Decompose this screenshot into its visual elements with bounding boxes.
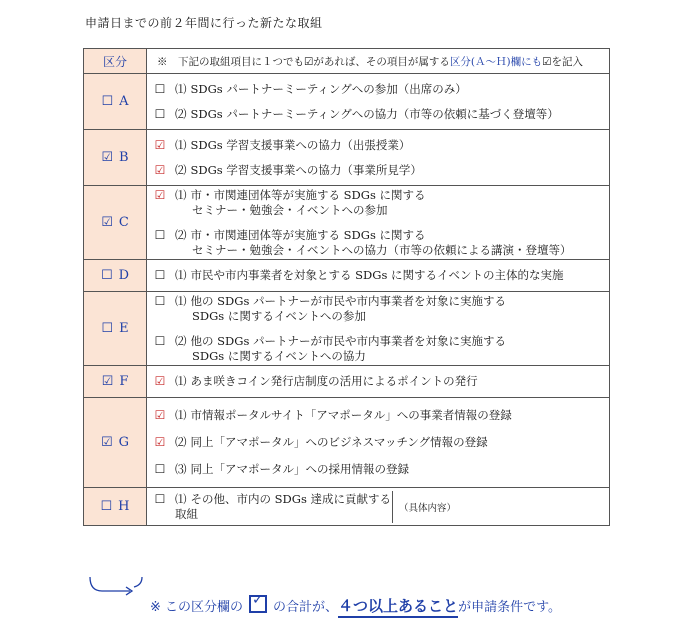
item-number: ⑴: [175, 268, 187, 282]
unchecked-box-icon[interactable]: ☐: [154, 81, 166, 96]
footnote-text-3: が申請条件です。: [458, 600, 562, 615]
items-cell: [147, 130, 610, 186]
unchecked-box-icon[interactable]: ☐: [154, 462, 166, 476]
unchecked-box-icon[interactable]: ☐: [154, 106, 166, 121]
item-number: ⑴: [175, 137, 187, 152]
checked-box-icon[interactable]: ☑: [154, 187, 166, 202]
item-text: 市民や市内事業者を対象とする SDGs に関するイベントの主体的な実施: [190, 268, 564, 282]
item-text: SDGs パートナーミーティングへの協力（市等の依頼に基づく登壇等）: [190, 106, 559, 121]
checklist-item[interactable]: [153, 435, 609, 450]
item-text: SDGs 学習支援事業への協力（出張授業）: [190, 137, 411, 152]
note-text-1: ※ 下記の取組項目に１つでも: [157, 55, 304, 68]
items-cell: [147, 398, 610, 488]
footnote: [150, 593, 561, 616]
category-row-f: [84, 366, 610, 398]
checklist-item[interactable]: [153, 462, 609, 477]
table-header: [84, 49, 610, 74]
checkbox-icon: ☑: [304, 55, 314, 68]
category-cell[interactable]: [84, 398, 147, 488]
category-row-h: [84, 488, 610, 526]
category-label: D: [118, 268, 130, 283]
category-row-d: [84, 260, 610, 292]
checked-box-icon[interactable]: ☑: [154, 408, 166, 422]
category-label: C: [118, 215, 129, 230]
unchecked-box-icon[interactable]: ☐: [101, 94, 114, 109]
checked-box-icon[interactable]: ☑: [154, 435, 166, 449]
checklist-item[interactable]: [153, 408, 609, 423]
item-number: ⑶: [175, 462, 187, 476]
category-label: H: [118, 499, 130, 514]
category-row-c: [84, 186, 610, 260]
items-cell: [147, 292, 610, 366]
category-label: G: [118, 435, 130, 450]
item-text: あま咲きコイン発行店制度の活用によるポイントの発行: [190, 374, 478, 388]
item-text: 市情報ポータルサイト「アマポータル」への事業者情報の登録: [190, 408, 512, 422]
items-cell: [147, 366, 610, 398]
checklist-item[interactable]: [153, 492, 391, 522]
unchecked-box-icon[interactable]: ☐: [100, 499, 113, 514]
category-cell[interactable]: [84, 74, 147, 130]
header-note: [147, 49, 610, 74]
category-cell[interactable]: [84, 186, 147, 260]
checklist-item[interactable]: [153, 82, 609, 97]
item-text: SDGs 学習支援事業への協力（事業所見学）: [190, 162, 422, 177]
note-text-3: を記入: [551, 55, 584, 68]
unchecked-box-icon[interactable]: ☐: [154, 293, 166, 308]
checkbox-icon: [249, 595, 267, 613]
item-number: ⑴: [175, 81, 187, 96]
footnote-text-1: ※ この区分欄の: [150, 600, 244, 615]
category-row-a: [84, 74, 610, 130]
item-number: ⑵: [175, 333, 187, 348]
footnote-emphasis: ４つ以上あること: [338, 597, 458, 618]
items-cell: [147, 260, 610, 292]
header-category: 区分: [84, 49, 147, 74]
footnote-text-2: の合計が、: [273, 600, 339, 615]
category-row-g: [84, 398, 610, 488]
checklist-item[interactable]: [153, 188, 609, 218]
category-label: B: [119, 150, 129, 165]
checklist-item[interactable]: [153, 374, 609, 389]
unchecked-box-icon[interactable]: ☐: [100, 268, 113, 283]
item-text: 同上「アマポータル」へのビジネスマッチング情報の登録: [190, 435, 488, 449]
item-text: その他、市内の SDGs 達成に貢献する取組: [175, 491, 391, 521]
item-text: 市・市関連団体等が実施する SDGs に関する: [190, 187, 426, 202]
category-cell[interactable]: [84, 488, 147, 526]
item-text: 他の SDGs パートナーが市民や市内事業者を対象に実施する: [190, 293, 506, 308]
checked-box-icon[interactable]: ☑: [154, 137, 166, 152]
items-cell: [147, 74, 610, 130]
item-text: 市・市関連団体等が実施する SDGs に関する: [190, 227, 426, 242]
category-label: F: [119, 374, 129, 389]
item-number: ⑴: [175, 293, 187, 308]
item-number: ⑴: [175, 187, 187, 202]
checked-box-icon[interactable]: ☑: [100, 435, 113, 450]
category-label: A: [119, 94, 129, 109]
item-number: ⑵: [175, 106, 187, 121]
items-cell: [147, 186, 610, 260]
checked-box-icon[interactable]: ☑: [154, 162, 166, 177]
note-text-blue: 区分(Ａ～Ｈ)欄にも: [449, 55, 543, 68]
category-cell[interactable]: [84, 130, 147, 186]
items-cell: [147, 488, 610, 526]
item-text: 他の SDGs パートナーが市民や市内事業者を対象に実施する: [190, 333, 506, 348]
item-text-line2: セミナー・勉強会・イベントへの協力（市等の依頼による講演・登壇等）: [192, 242, 572, 257]
item-number: ⑴: [175, 374, 187, 388]
item-text: 同上「アマポータル」への採用情報の登録: [190, 462, 409, 476]
item-text-line2: セミナー・勉強会・イベントへの参加: [192, 202, 388, 217]
checklist-item[interactable]: [153, 294, 609, 324]
checklist-item[interactable]: [153, 138, 609, 153]
item-number: ⑵: [175, 162, 187, 177]
checklist-item[interactable]: [153, 268, 609, 283]
item-text-line2: SDGs に関するイベントへの協力: [192, 348, 366, 363]
unchecked-box-icon[interactable]: ☐: [154, 227, 166, 242]
detail-field[interactable]: [393, 491, 610, 523]
checked-box-icon[interactable]: ☑: [154, 374, 166, 388]
checklist-item[interactable]: [153, 228, 609, 258]
item-number: ⑵: [175, 227, 187, 242]
category-cell[interactable]: [84, 260, 147, 292]
category-row-e: [84, 292, 610, 366]
checklist-item[interactable]: [153, 163, 609, 178]
checked-box-icon[interactable]: ☑: [101, 374, 114, 389]
checked-box-icon[interactable]: ☑: [101, 215, 113, 230]
checked-box-icon[interactable]: ☑: [101, 150, 114, 165]
category-cell[interactable]: [84, 366, 147, 398]
unchecked-box-icon[interactable]: ☐: [154, 333, 166, 348]
criteria-table: [83, 48, 610, 526]
category-label: E: [119, 321, 129, 336]
checkbox-icon: ☑: [542, 55, 552, 68]
item-text-line2: SDGs に関するイベントへの参加: [192, 308, 366, 323]
item-number: ⑴: [175, 408, 187, 422]
item-number: ⑴: [175, 491, 187, 506]
section-title: 申請日までの前２年間に行った新たな取組: [85, 16, 323, 30]
unchecked-box-icon[interactable]: ☐: [154, 268, 166, 282]
detail-label: （具体内容）: [399, 502, 457, 514]
note-text-2: があれば、その項目が属する: [313, 55, 450, 68]
unchecked-box-icon[interactable]: ☐: [101, 321, 114, 336]
unchecked-box-icon[interactable]: ☐: [154, 491, 166, 506]
category-row-b: [84, 130, 610, 186]
checklist-item[interactable]: [153, 334, 609, 364]
category-cell[interactable]: [84, 292, 147, 366]
checklist-item[interactable]: [153, 107, 609, 122]
item-text: SDGs パートナーミーティングへの参加（出席のみ）: [190, 81, 467, 96]
item-number: ⑵: [175, 435, 187, 449]
bracket-arrow-icon: [88, 577, 148, 607]
